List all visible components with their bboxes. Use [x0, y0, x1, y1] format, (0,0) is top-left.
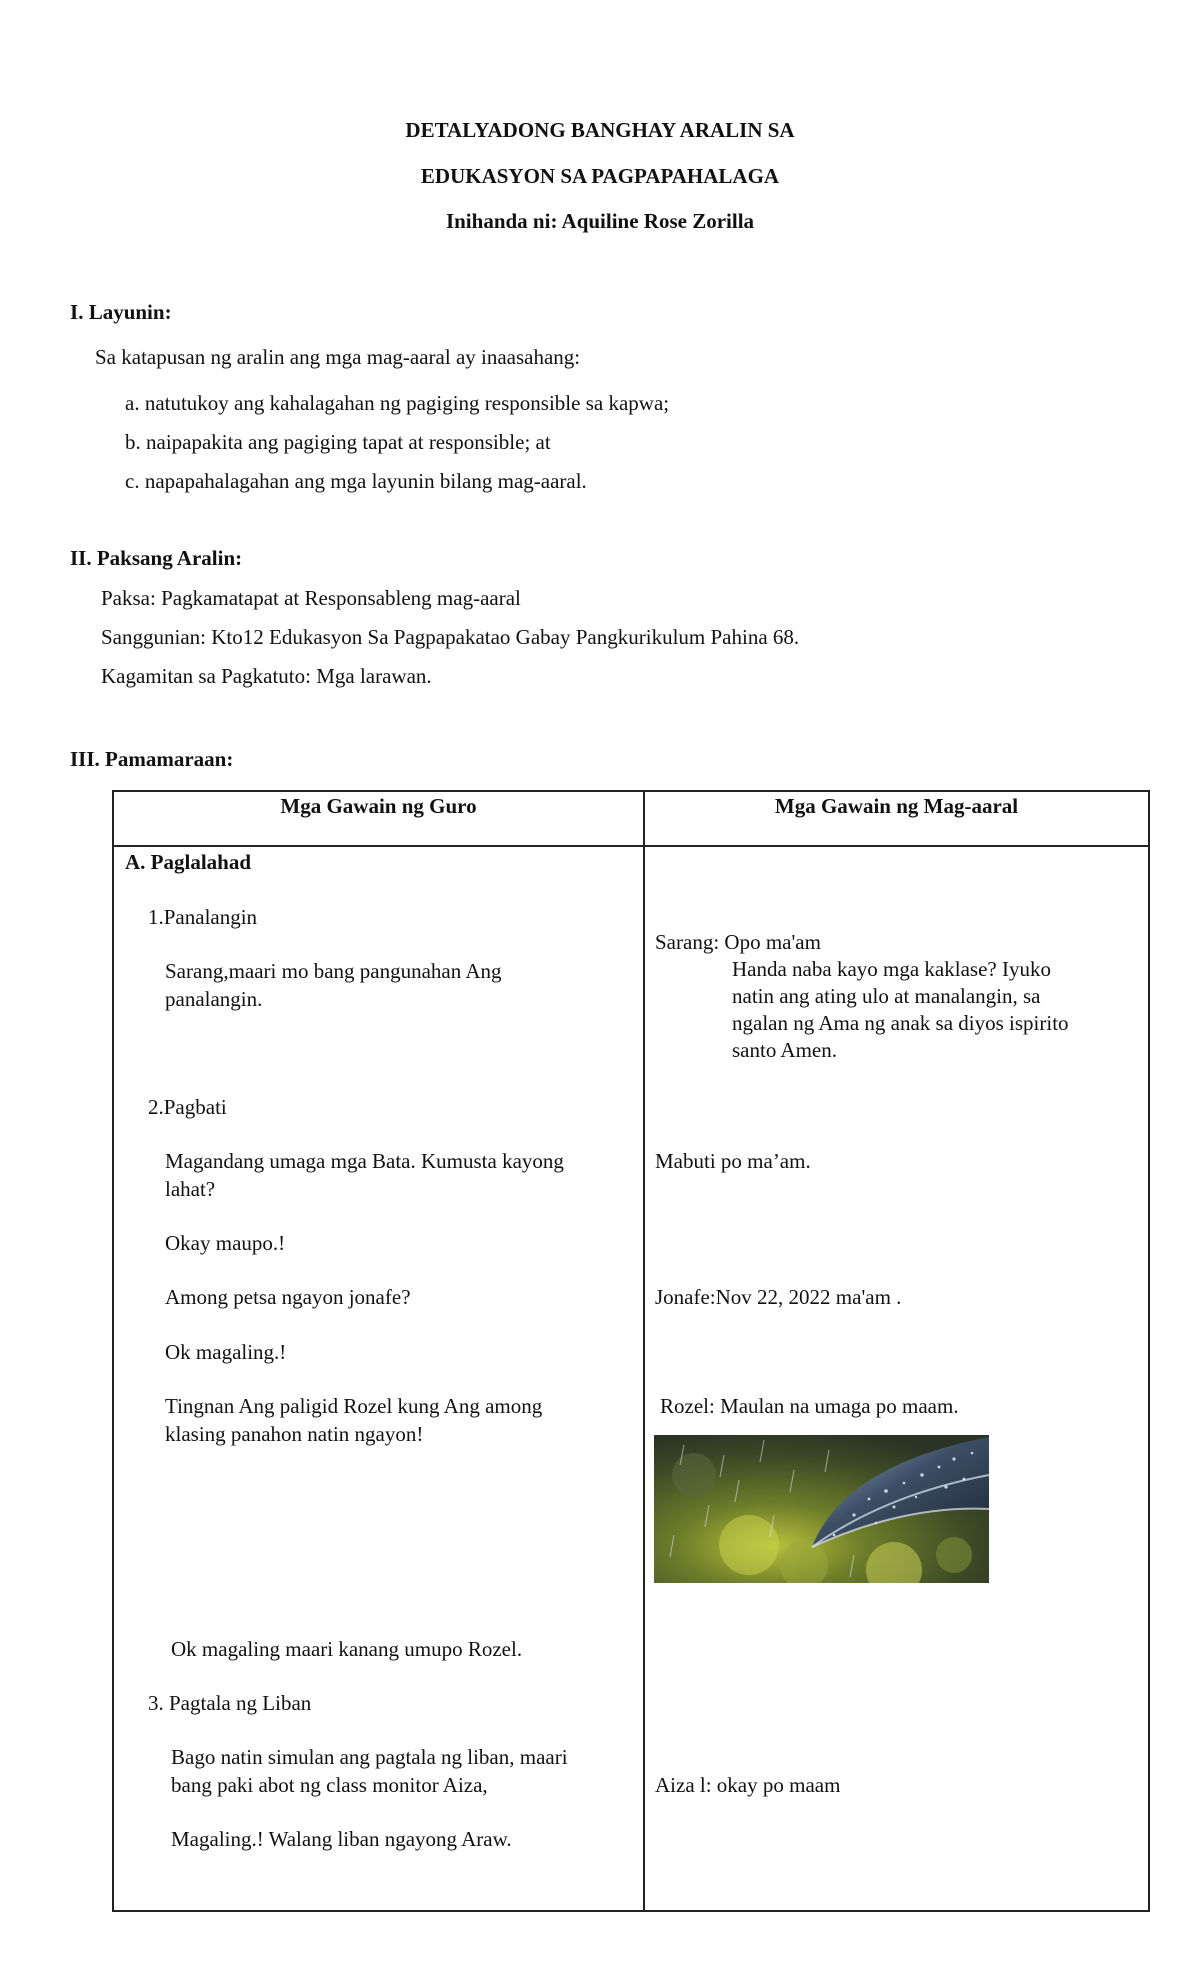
- guro-petsa: Among petsa ngayon jonafe?: [165, 1285, 411, 1309]
- paksa-line: Paksa: Pagkamatapat at Responsableng mag-aaral: [101, 586, 521, 610]
- doc-title-line-1: DETALYADONG BANGHAY ARALIN SA: [405, 118, 795, 142]
- sagot-petsa: Jonafe:Nov 22, 2022 ma'am .: [655, 1285, 902, 1309]
- pagtala-subheading: 3. Pagtala ng Liban: [148, 1691, 312, 1715]
- sagot-panahon: Rozel: Maulan na umaga po maam.: [660, 1394, 959, 1418]
- guro-bati-line-1: Magandang umaga mga Bata. Kumusta kayong: [165, 1149, 564, 1173]
- sarang-line-3: ngalan ng Ama ng anak sa diyos ispirito: [732, 1011, 1069, 1035]
- table-right-border: [1148, 790, 1150, 1912]
- layunin-item-c: c. napapahalagahan ang mga layunin bilang mag-aaral.: [125, 469, 587, 493]
- guro-magaling: Ok magaling.!: [165, 1340, 287, 1364]
- guro-liban-line-1: Bago natin simulan ang pagtala ng liban, maari: [171, 1745, 568, 1769]
- layunin-item-b: b. naipapakita ang pagiging tapat at responsible; at: [125, 430, 551, 454]
- pamamaraan-heading: III. Pamamaraan:: [70, 747, 234, 771]
- sagot-liban: Aiza l: okay po maam: [655, 1773, 841, 1797]
- guro-maupo: Okay maupo.!: [165, 1231, 286, 1255]
- layunin-numeral: I: [70, 300, 79, 324]
- guro-umupo: Ok magaling maari kanang umupo Rozel.: [171, 1637, 523, 1661]
- guro-panahon-line-1: Tingnan Ang paligid Rozel kung Ang among: [165, 1394, 543, 1418]
- table-left-border: [112, 790, 114, 1912]
- sagot-bati: Mabuti po ma’am.: [655, 1149, 811, 1173]
- sarang-line-1: Handa naba kayo mga kaklase? Iyuko: [732, 957, 1051, 981]
- table-header-divider: [112, 845, 1150, 847]
- guro-panalangin-line-1: Sarang,maari mo bang pangunahan Ang: [165, 959, 502, 983]
- paksang-aralin-heading: II. Paksang Aralin:: [70, 546, 243, 570]
- sarang-label: Sarang: Opo ma'am: [655, 930, 821, 954]
- doc-title-line-2: EDUKASYON SA PAGPAPAHALAGA: [420, 164, 780, 188]
- layunin-intro: Sa katapusan ng aralin ang mga mag-aaral ay inaasahang:: [95, 345, 581, 369]
- guro-panalangin-line-2: panalangin.: [165, 987, 263, 1011]
- pagbati-subheading: 2.Pagbati: [148, 1095, 227, 1119]
- column-header-mag-aaral: Mga Gawain ng Mag-aaral: [774, 794, 1019, 818]
- layunin-heading: [70, 300, 172, 325]
- doc-author: Inihanda ni: Aquiline Rose Zorilla: [445, 209, 755, 233]
- sarang-line-2: natin ang ating ulo at manalangin, sa: [732, 984, 1041, 1008]
- table-bottom-border: [112, 1910, 1150, 1912]
- guro-walang-liban: Magaling.! Walang liban ngayong Araw.: [171, 1827, 512, 1851]
- guro-bati-line-2: lahat?: [165, 1177, 216, 1201]
- layunin-heading-text: . Layunin:: [78, 300, 172, 324]
- guro-panahon-line-2: klasing panahon natin ngayon!: [165, 1422, 424, 1446]
- section-a-heading: A. Paglalahad: [125, 850, 252, 874]
- sanggunian-line: Sanggunian: Kto12 Edukasyon Sa Pagpapakatao Gabay Pangkurikulum Pahina 68.: [101, 625, 800, 649]
- kagamitan-line: Kagamitan sa Pagkatuto: Mga larawan.: [101, 664, 432, 688]
- table-top-border: [112, 790, 1150, 792]
- sarang-line-4: santo Amen.: [732, 1038, 837, 1062]
- layunin-item-a: a. natutukoy ang kahalagahan ng pagiging responsible sa kapwa;: [125, 391, 670, 415]
- rain-umbrella-photo: [654, 1435, 989, 1583]
- guro-liban-line-2: bang paki abot ng class monitor Aiza,: [171, 1773, 488, 1797]
- panalangin-subheading: 1.Panalangin: [148, 905, 258, 929]
- column-header-guro: Mga Gawain ng Guro: [280, 794, 477, 818]
- rain-umbrella-illustration: [654, 1435, 989, 1583]
- table-column-divider: [643, 790, 645, 1912]
